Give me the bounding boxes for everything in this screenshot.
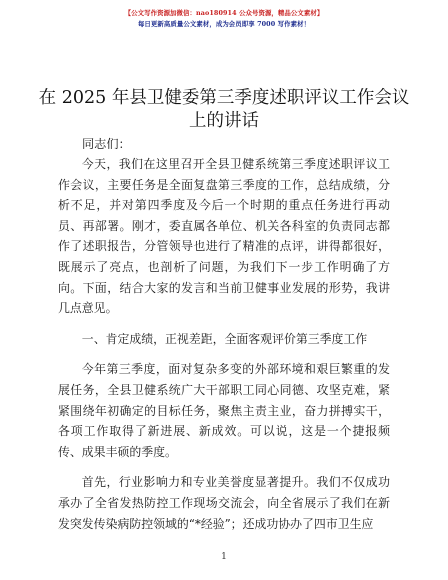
paragraph-intro: 今天，我们在这里召开全县卫健系统第三季度述职评议工作会议，主要任务是全面复盘第三季度的工作，总结成绩，分析不足，并对第四季度及今后一个时期的重点任务进行再动员、再部署。刚才，委直属各单位、机关各科室的负责同志都作了述职报告，分管领导也进行了精准的点评，讲得都很好，既展示了亮点，也剖析了问题，为我们下一步工作明确了方向。下面，结合大家的发言和当前卫健事业发展的形势，我讲几点意见。	[58, 157, 390, 316]
paragraph-influence: 首先，行业影响力和专业美誉度显著提升。我们不仅成功承办了全省发热防控工作现场交流会，向全省展示了我们在新发突发传染病防控领域的“*经验”；还成功协办了四市卫生应	[58, 475, 390, 531]
document-body	[58, 154, 390, 544]
salutation: 同志们：	[82, 137, 131, 151]
section-heading: 一、肯定成绩，正视差距，全面客观评价第三季度工作	[81, 331, 368, 346]
promo-banner-sub: 每日更新高质量公文素材，成为会员即享 7000 写作素材！	[137, 20, 311, 28]
document-title: 在 2025 年县卫健委第三季度述职评议工作会议上的讲话	[38, 88, 410, 131]
promo-banner-top: 【公文写作资源加微信：nao180914 公众号资源，精品公文素材】	[124, 9, 324, 17]
paragraph-achievements: 今年第三季度，面对复杂多变的外部环境和艰巨繁重的发展任务，全县卫健系统广大干部职工同心同德、攻坚克难，紧紧围绕年初确定的目标任务，聚焦主责主业，奋力拼搏实干，各项工作取得了新进展、新成效。可以说，这是一个捷报频传、成果丰硕的季度。	[58, 362, 390, 459]
page-number: 1	[221, 552, 227, 562]
